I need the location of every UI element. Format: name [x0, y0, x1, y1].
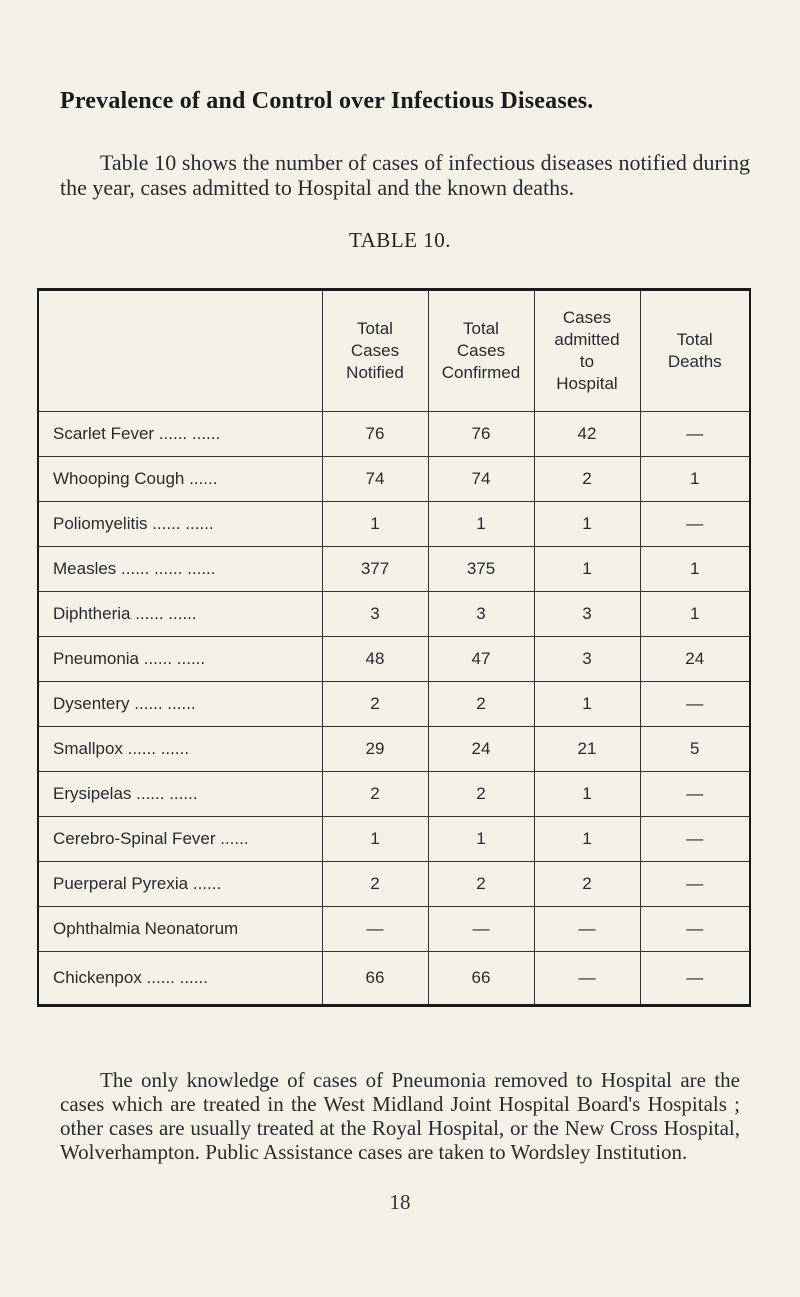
disease-name: Poliomyelitis ...... ...... — [38, 502, 322, 547]
cell-admitted: 21 — [534, 727, 640, 772]
header-line: Confirmed — [441, 363, 521, 382]
table-row — [38, 907, 750, 952]
cell-notified: 76 — [322, 412, 428, 457]
cell-confirmed: — — [428, 907, 534, 952]
header-line: Hospital — [556, 374, 618, 393]
cell-deaths: — — [640, 907, 750, 952]
cell-deaths: — — [640, 817, 750, 862]
footnote-paragraph: The only knowledge of cases of Pneumonia removed to Hospital are the cases which are treated in the West Midland Joint Hospital Board's Hospitals ; other cases are usually treated at the Royal Hospital, or the New Cross Hospital, Wolverhampton. Public Assistance cases are taken to Wordsley Institution. — [60, 1068, 740, 1164]
cell-notified: — — [322, 907, 428, 952]
cell-confirmed: 2 — [428, 862, 534, 907]
cell-notified: 66 — [322, 952, 428, 1006]
table-row — [38, 952, 750, 1006]
header-line: to — [579, 352, 595, 371]
disease-name: Dysentery ...... ...... — [38, 682, 322, 727]
table-row — [38, 862, 750, 907]
table-title: TABLE 10. — [349, 228, 451, 252]
table-row — [38, 592, 750, 637]
header-line: Cases — [456, 341, 506, 360]
header-admitted-hospital — [534, 290, 640, 412]
table-row — [38, 817, 750, 862]
cell-deaths: — — [640, 412, 750, 457]
table-row — [38, 772, 750, 817]
cell-notified: 2 — [322, 772, 428, 817]
cell-confirmed: 375 — [428, 547, 534, 592]
cell-notified: 74 — [322, 457, 428, 502]
page-number: 18 — [389, 1190, 411, 1214]
cell-confirmed: 47 — [428, 637, 534, 682]
cell-notified: 377 — [322, 547, 428, 592]
cell-admitted: 42 — [534, 412, 640, 457]
header-line: admitted — [554, 330, 620, 349]
disease-name: Whooping Cough ...... — [38, 457, 322, 502]
header-total-confirmed — [428, 290, 534, 412]
table-row — [38, 502, 750, 547]
disease-name: Diphtheria ...... ...... — [38, 592, 322, 637]
cell-confirmed: 66 — [428, 952, 534, 1006]
cell-admitted: 1 — [534, 502, 640, 547]
cell-deaths: — — [640, 772, 750, 817]
cell-confirmed: 3 — [428, 592, 534, 637]
disease-name: Puerperal Pyrexia ...... — [38, 862, 322, 907]
cell-admitted: — — [534, 907, 640, 952]
disease-name: Pneumonia ...... ...... — [38, 637, 322, 682]
cell-deaths: 5 — [640, 727, 750, 772]
cell-deaths: 1 — [640, 457, 750, 502]
header-line: Notified — [346, 363, 404, 382]
cell-deaths: 1 — [640, 592, 750, 637]
table-row — [38, 727, 750, 772]
cell-confirmed: 74 — [428, 457, 534, 502]
intro-paragraph: Table 10 shows the number of cases of infectious diseases notified during the year, cases admitted to Hospital and the known deaths. — [60, 150, 750, 200]
disease-name: Ophthalmia Neonatorum — [38, 907, 322, 952]
cell-deaths: — — [640, 952, 750, 1006]
disease-name: Cerebro-Spinal Fever ...... — [38, 817, 322, 862]
header-line: Deaths — [667, 352, 722, 371]
disease-name: Measles ...... ...... ...... — [38, 547, 322, 592]
table-row — [38, 682, 750, 727]
header-line: Cases — [562, 308, 612, 327]
cell-confirmed: 1 — [428, 502, 534, 547]
cell-deaths: 1 — [640, 547, 750, 592]
disease-name: Scarlet Fever ...... ...... — [38, 412, 322, 457]
cell-confirmed: 2 — [428, 682, 534, 727]
cell-admitted: 1 — [534, 682, 640, 727]
table-header-row — [38, 290, 750, 412]
cell-deaths: — — [640, 862, 750, 907]
table-row — [38, 637, 750, 682]
cell-notified: 3 — [322, 592, 428, 637]
header-disease — [38, 290, 322, 412]
disease-name: Smallpox ...... ...... — [38, 727, 322, 772]
disease-name: Erysipelas ...... ...... — [38, 772, 322, 817]
cell-notified: 1 — [322, 502, 428, 547]
cell-admitted: 1 — [534, 772, 640, 817]
cell-notified: 2 — [322, 682, 428, 727]
disease-name: Chickenpox ...... ...... — [38, 952, 322, 1006]
cell-notified: 1 — [322, 817, 428, 862]
cell-admitted: 3 — [534, 592, 640, 637]
table-row — [38, 547, 750, 592]
cell-admitted: 1 — [534, 817, 640, 862]
cell-admitted: — — [534, 952, 640, 1006]
cell-confirmed: 76 — [428, 412, 534, 457]
infectious-diseases-table — [37, 288, 751, 1007]
cell-admitted: 1 — [534, 547, 640, 592]
cell-notified: 29 — [322, 727, 428, 772]
cell-admitted: 2 — [534, 862, 640, 907]
header-total-notified — [322, 290, 428, 412]
cell-admitted: 2 — [534, 457, 640, 502]
cell-confirmed: 24 — [428, 727, 534, 772]
cell-deaths: — — [640, 682, 750, 727]
table-row — [38, 412, 750, 457]
cell-admitted: 3 — [534, 637, 640, 682]
cell-notified: 2 — [322, 862, 428, 907]
cell-deaths: 24 — [640, 637, 750, 682]
header-line: Total — [676, 330, 713, 349]
cell-confirmed: 2 — [428, 772, 534, 817]
cell-notified: 48 — [322, 637, 428, 682]
section-heading: Prevalence of and Control over Infectious Diseases. — [60, 88, 594, 114]
cell-confirmed: 1 — [428, 817, 534, 862]
cell-deaths: — — [640, 502, 750, 547]
header-total-deaths — [640, 290, 750, 412]
header-line: Total — [463, 319, 499, 338]
header-line: Total — [357, 319, 393, 338]
table-row — [38, 457, 750, 502]
header-line: Cases — [350, 341, 400, 360]
